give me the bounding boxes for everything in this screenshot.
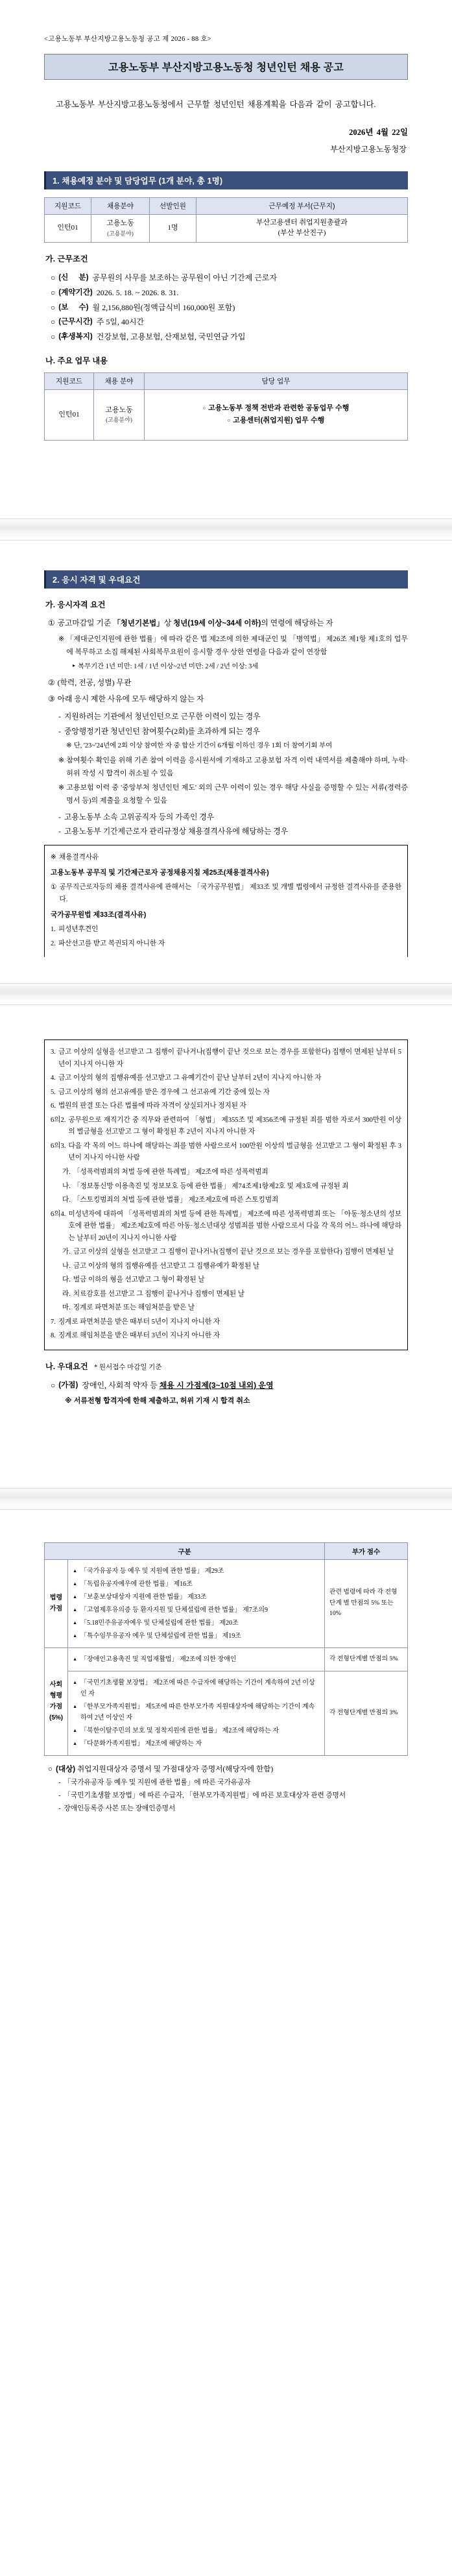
list-marker: 3. [51, 1049, 56, 1056]
disqualification-title [51, 852, 401, 864]
law-item-text: 미성년자에 대하여 「성폭력범죄의 처벌 등에 관한 특례법」 제2조에 따른 성폭력범죄 또는 「아동·청소년의 성보호에 관한 법률」 제2조제2호에 따른 아동·청소년대상 성범죄를 범한 사람으로서 다음 각 목의 어느 하나에 해당하는 날부터 20년이 지나지 아니한 사람 [68, 1210, 401, 1242]
qualification-2-text: (학력, 전공, 성별) 무관 [57, 677, 132, 687]
guideline-heading: 고용노동부 공무직 및 기간제근로자 공정채용지침 제25조(채용결격사유) [51, 869, 269, 877]
preference-note [65, 1395, 408, 1408]
law-item-text: 「독립유공자예우에 관한 법률」 제16조 [80, 1580, 193, 1588]
list-item [73, 1738, 320, 1749]
table-row [45, 390, 408, 441]
bullet-circle-icon: ○ [51, 317, 56, 327]
law-subitem [62, 1302, 401, 1315]
section-1-header: 1. 채용예정 분야 및 담당업무 (1개 분야, 총 1명) [44, 171, 408, 189]
th-duty-code: 지원코드 [45, 373, 94, 390]
submission-docs-text [56, 1762, 408, 1777]
condition-label: (보 수) [58, 302, 89, 311]
law-item [51, 1115, 401, 1139]
page-break [0, 518, 452, 541]
law-subitem-text: 「스토킹범죄의 처벌 등에 관한 법률」 제2조제2호에 따른 스토킹범죄 [73, 1197, 279, 1204]
work-conditions-heading: 가. 근무조건 [45, 254, 88, 264]
law-subitem [62, 1274, 401, 1287]
table-row [45, 1559, 408, 1647]
table-row [45, 215, 408, 243]
law-item [51, 1100, 401, 1113]
qualification-3-text: 아래 응시 제한 사유에 모두 해당하지 않는 자 [57, 694, 204, 704]
list-marker: 라. [62, 1290, 71, 1298]
restriction-note-text: 고용보험 이력 중 '중앙부처 청년인턴 제도' 외의 근무 이력이 있는 경우 해당 사실을 증명할 수 있는 서류(경력증명서 등)의 제출을 요청할 수 있음 [66, 784, 408, 805]
law-item-text: 「5.18민주유공자예우 및 단체설립에 관한 법률」 제20조 [80, 1619, 239, 1627]
restriction-item [58, 724, 408, 738]
th-duty-field: 채용 분야 [94, 373, 145, 390]
q1-pre: 공고마감일 기준 [57, 618, 113, 628]
cell-duty-list [145, 390, 408, 441]
cell-duty-field-sub: (고용분야) [106, 417, 132, 424]
disqualification-title-text: 채용결격사유 [58, 853, 99, 861]
dash-marker: - [58, 812, 61, 821]
restriction-note [58, 782, 408, 808]
list-item [73, 1579, 320, 1590]
page-3 [0, 1005, 452, 1487]
condition-label: (신 분) [58, 273, 89, 282]
q1-mid: 상 [163, 618, 174, 628]
duty-item: ○ 고용센터(취업지원) 업무 수행 [147, 416, 405, 426]
condition-item [51, 330, 408, 345]
restriction-note [66, 740, 408, 753]
law-item-text: 징계로 해임처분을 받은 때부터 3년이 지나지 아니한 자 [58, 1332, 220, 1340]
th-bonus-score: 부가 점수 [325, 1542, 408, 1559]
restriction-note [58, 755, 408, 781]
cell-law-items [68, 1559, 325, 1647]
guideline-clause-1 [51, 882, 401, 906]
dash-marker: - [58, 1779, 61, 1787]
qualification-item-3 [48, 692, 408, 707]
submission-docs-label: (대상) [56, 1764, 76, 1773]
law-item [51, 1087, 401, 1099]
list-marker: 다. [62, 1276, 71, 1284]
list-item [73, 1566, 320, 1577]
bullet-circle-icon: ○ [51, 1380, 56, 1390]
preference-heading-note: * 원서접수 마감일 기준 [94, 1363, 162, 1371]
restriction-text: 고용노동부 소속 고위공직자 등의 가족인 경우 [64, 812, 215, 821]
law-item-text: 「한부모가족지원법」 제5조에 따른 한부모가족 지원대상자에 해당하는 기간이 계속하여 2년 이상인 자 [80, 1703, 315, 1721]
preference-label: (가점) [58, 1380, 78, 1389]
law-subitem-text: 금고 이상의 형의 집행유예를 선고받고 그 집행유예가 확정된 날 [73, 1262, 260, 1270]
law-item-text: 다음 각 목의 어느 하나에 해당하는 죄를 범한 사람으로서 100만원 이상의 벌금형을 선고받고 그 형이 확정된 후 3년이 지나지 아니한 사람 [68, 1142, 401, 1162]
law-subitem-text: 치료감호를 선고받고 그 집행이 끝나거나 집행이 면제된 날 [73, 1290, 245, 1298]
th-duty-content: 담당 업무 [145, 373, 408, 390]
list-marker: 7. [51, 1318, 56, 1326]
duties-heading: 나. 주요 업무 내용 [45, 356, 108, 366]
cell-category-law: 법령 가점 [45, 1559, 68, 1647]
cell-field-main: 고용노동 [106, 219, 134, 228]
recruitment-field-table [44, 197, 408, 243]
triangle-bullet-icon: ▸ [73, 662, 76, 668]
cell-category-social: 사회 형평 가점 (5%) [45, 1647, 68, 1755]
table-header-row [45, 373, 408, 390]
cell-field [91, 215, 150, 243]
triangle-bullet-icon: ▲ [73, 1633, 78, 1638]
triangle-bullet-icon: ▲ [73, 1656, 78, 1662]
submission-docs-line [48, 1762, 408, 1777]
disqualification-box-continued [44, 1039, 408, 1350]
condition-item [51, 271, 408, 286]
submission-doc-text: 「국민기초생활 보장법」에 따른 수급자, 「한부모가족지원법」에 따른 보호대상자 관련 증명서 [64, 1792, 346, 1800]
preference-heading [45, 1361, 408, 1372]
law-subitem-text: 징계로 파면처분 또는 해임처분을 받은 날 [73, 1304, 195, 1312]
list-marker: 가. [62, 1248, 71, 1256]
law-subitem [62, 1289, 401, 1301]
list-marker: ① [48, 618, 55, 628]
intro-paragraph: 고용노동부 부산지방고용노동청에서 근무할 청년인턴 채용계획을 다음과 같이 공고합니다. [56, 100, 376, 109]
cell-score-social-2: 각 전형단계별 만점의 3% [325, 1671, 408, 1755]
cell-duty-field [94, 390, 145, 441]
submission-docs-desc: 취업지원대상자 증명서 및 가점대상자 증명서(해당자에 한함) [75, 1764, 274, 1773]
list-marker: 6의4. [51, 1210, 66, 1218]
submission-doc-text: 장애인등록증 사본 또는 장애인증명서 [64, 1805, 176, 1813]
th-field: 채용분야 [91, 198, 150, 215]
qualification-1-subnote-text: 복무기간 1년 미만: 1세 / 1년 이상~2년 미만: 2세 / 2년 이상: 3세 [78, 662, 259, 670]
law-subitem-text: 금고 이상의 실형을 선고받고 그 집행이 끝나거나(집행이 끝난 것으로 보는 경우를 포함한다) 집행이 면제된 날 [73, 1248, 394, 1256]
table-row [45, 1647, 408, 1671]
triangle-bullet-icon: ▲ [73, 1727, 78, 1733]
condition-label: (계약기간) [58, 287, 93, 297]
law-item [51, 924, 401, 936]
law-item [51, 1073, 401, 1085]
th-count: 선발인원 [150, 198, 196, 215]
dash-marker: - [58, 726, 61, 736]
law-subitem [62, 1261, 401, 1273]
restriction-item [58, 824, 408, 838]
bullet-circle-icon: ○ [51, 302, 56, 312]
preference-text-pre: 장애인, 사회적 약자 등 [82, 1380, 160, 1390]
list-marker: 나. [62, 1262, 71, 1270]
list-item [73, 1592, 320, 1603]
list-item [73, 1631, 320, 1642]
list-item [73, 1677, 320, 1699]
condition-item [51, 286, 408, 300]
reference-mark-icon: ※ [58, 635, 65, 644]
condition-label: (근무시간) [58, 317, 93, 326]
law-subitem [62, 1195, 401, 1207]
reference-mark-icon: ※ [65, 1396, 72, 1405]
restriction-item [58, 709, 408, 723]
page-break [0, 983, 452, 1005]
document-number: <고용노동부 부산지방고용노동청 공고 제 2026 - 88 호> [44, 36, 211, 43]
restriction-text: 중앙행정기관 청년인턴 참여횟수(2회)를 초과하게 되는 경우 [64, 726, 260, 736]
law-subitem [62, 1181, 401, 1193]
cell-field-sub: (고용분야) [107, 230, 134, 237]
qualification-item-2 [48, 676, 408, 690]
triangle-bullet-icon: ▲ [73, 1581, 78, 1586]
bullet-circle-icon: ○ [48, 1764, 53, 1773]
cell-count: 1명 [150, 215, 196, 243]
dash-marker: - [58, 827, 61, 836]
law-item-text: 「국가유공자 등 예우 및 지원에 관한 법률」 제29조 [80, 1567, 224, 1575]
page-title: 고용노동부 부산지방고용노동청 청년인턴 채용 공고 [44, 54, 408, 80]
bullet-circle-icon: ○ [51, 287, 56, 297]
law-item [51, 1141, 401, 1165]
law-item-text: 파산선고를 받고 복권되지 아니한 자 [58, 940, 165, 947]
bonus-points-table [44, 1542, 408, 1756]
th-dept: 근무예정 부서(근무지) [196, 198, 408, 215]
cell-dept-sub: (부산 부산진구) [278, 229, 326, 237]
law-item [51, 1047, 401, 1071]
qualification-1-note-text: 「제대군인지원에 관한 법률」에 따라 같은 법 제2조에 의한 제대군인 및 「병역법」 제26조 제1항 제1호의 업무에 복무하고 소집 해제된 사회복무요원이 응시할 경우 상한 연령을 다음과 같이 연장함 [66, 635, 408, 657]
condition-item [51, 300, 408, 315]
list-marker: 8. [51, 1332, 56, 1340]
submission-doc-item [58, 1803, 408, 1816]
list-item [73, 1701, 320, 1723]
list-item [73, 1725, 320, 1736]
law-subitem-text: 「성폭력범죄의 처벌 등에 관한 특례법」 제2조에 따른 성폭력범죄 [73, 1169, 268, 1176]
law-item [51, 1317, 401, 1329]
list-marker: 1. [51, 926, 56, 934]
qualification-heading: 가. 응시자격 요건 [45, 600, 106, 610]
law-heading: 국가공무원법 제33조(결격사유) [51, 911, 147, 919]
reference-mark-icon: ※ [66, 742, 72, 750]
law-item-text: 「북한이탈주민의 보호 및 정착지원에 관한 법률」 제2조에 해당하는 자 [80, 1727, 279, 1734]
law-item-text: 금고 이상의 형의 선고유예를 받은 경우에 그 선고유예 기간 중에 있는 자 [58, 1088, 270, 1096]
announcement-date: 2026년 4월 22일 [349, 128, 408, 138]
triangle-bullet-icon: ▲ [73, 1703, 78, 1709]
law-subitem [62, 1167, 401, 1179]
law-item-text: 금고 이상의 실형을 선고받고 그 집행이 끝나거나(집행이 끝난 것으로 보는 경우를 포함한다) 집행이 면제된 날부터 5년이 지나지 아니한 자 [58, 1049, 401, 1068]
restriction-note-text: 참여횟수 확인을 위해 기존 참여 이력을 응시원서에 기재하고 고용보험 자격 이력 내역서를 제출해야 하며, 누락·허위 작성 시 합격이 취소될 수 있음 [66, 756, 408, 777]
cell-social-items-2 [68, 1671, 325, 1755]
list-marker: 4. [51, 1075, 56, 1082]
law-item-text: 「고엽제후유의증 등 환자지원 및 단체설립에 관한 법률」 제7조의9 [80, 1606, 268, 1614]
preference-text [82, 1378, 273, 1393]
cell-social-items-1 [68, 1647, 325, 1671]
triangle-bullet-icon: ▲ [73, 1620, 78, 1625]
duties-table [44, 372, 408, 441]
submission-doc-text: 「국가유공자 등 예우 및 지원에 관한 법률」에 따른 국가유공자 [64, 1779, 251, 1787]
condition-item [51, 315, 408, 330]
cell-duty-code: 인턴01 [45, 390, 94, 441]
triangle-bullet-icon: ▲ [73, 1568, 78, 1574]
law-item-text: 「보훈보상대상자 지원에 관한 법률」 제33조 [80, 1593, 207, 1601]
condition-text: 건강보험, 고용보험, 산재보험, 국민연금 가입 [96, 332, 246, 342]
triangle-bullet-icon: ▲ [73, 1594, 78, 1599]
law-subitem [62, 1246, 401, 1259]
condition-text: 주 5일, 40시간 [96, 317, 145, 327]
dash-marker: - [58, 712, 61, 722]
list-marker: 다. [62, 1197, 71, 1204]
q1-law: 「청년기본법」 [113, 620, 164, 628]
list-marker: 6. [51, 1102, 56, 1110]
work-conditions-list [44, 271, 408, 345]
law-item [51, 1330, 401, 1343]
list-marker: ② [48, 677, 55, 687]
law-item-text: 금고 이상의 형의 집행유예를 선고받고 그 유예기간이 끝난 날부터 2년이 지나지 아니한 자 [58, 1075, 322, 1082]
th-code: 지원코드 [45, 198, 91, 215]
condition-label: (후생복지) [58, 332, 93, 341]
law-item-text: 「장애인고용촉진 및 직업재활법」 제2조에 의한 장애인 [80, 1655, 237, 1663]
reference-mark-icon: ※ [58, 784, 65, 792]
page-1 [0, 0, 452, 518]
bullet-circle-icon: ○ [51, 332, 56, 342]
condition-text: 2026. 5. 18. ~ 2026. 8. 31. [96, 287, 179, 297]
bullet-circle-icon: ○ [51, 273, 56, 283]
duty-item: ○ 고용노동부 정책 전반과 관련한 공동업무 수행 [147, 404, 405, 414]
condition-text: 월 2,156,880원(정액급식비 160,000원 포함) [92, 302, 235, 312]
dash-marker: - [58, 1805, 61, 1813]
triangle-bullet-icon: ▲ [73, 1740, 78, 1746]
cell-code: 인턴01 [45, 215, 91, 243]
restriction-item [58, 810, 408, 824]
law-item-text: 법원의 판결 또는 다른 법률에 따라 자격이 상실되거나 정지된 자 [58, 1102, 246, 1110]
submission-doc-item [58, 1790, 408, 1803]
page-2 [0, 541, 452, 983]
cell-score-law: 관련 법령에 따라 각 전형단계 별 만점의 5% 또는 10% [325, 1559, 408, 1647]
table-row [45, 1671, 408, 1755]
law-item-text: 징계로 파면처분을 받은 때부터 5년이 지나지 아니한 자 [58, 1318, 220, 1326]
preference-text-emphasis: 채용 시 가점제(3~10점 내외) 운영 [159, 1380, 274, 1390]
q1-post: 의 연령에 해당하는 자 [261, 618, 333, 628]
list-marker: ③ [48, 694, 55, 704]
restriction-note-text: 단, '23~'24년에 2회 이상 참여한 자 중 합산 기간이 6개월 이하인 경우 1회 더 참여기회 부여 [73, 742, 333, 750]
triangle-bullet-icon: ▲ [73, 1679, 78, 1685]
q1-age: 청년(19세 이상~34세 이하) [173, 620, 261, 628]
guideline-clause-1-text: 공무직근로자등의 채용 결격사유에 관해서는 「국가공무원법」 제33조 및 개별 법령에서 규정한 결격사유를 준용한다. [59, 884, 401, 903]
qualification-1-note [58, 633, 408, 659]
th-category: 구분 [45, 1542, 325, 1559]
list-marker: 5. [51, 1088, 56, 1096]
page-4 [0, 1510, 452, 1842]
submission-doc-item [58, 1777, 408, 1790]
law-item-text: 피성년후견인 [58, 926, 99, 934]
list-marker: 가. [62, 1169, 71, 1176]
restriction-text: 고용노동부 기간제근로자 관리규정상 채용결격사유에 해당하는 경우 [64, 827, 289, 836]
dash-marker: - [58, 1792, 61, 1800]
preference-heading-text: 나. 우대요건 [45, 1361, 88, 1371]
law-subitem-text: 벌금 이하의 형을 선고받고 그 형이 확정된 날 [73, 1276, 205, 1284]
qualification-1-text [58, 616, 408, 631]
list-marker: 6의2. [51, 1116, 66, 1124]
disqualification-box [44, 845, 408, 957]
law-item [51, 938, 401, 951]
cell-duty-field-main: 고용노동 [105, 406, 133, 414]
list-marker: 2. [51, 940, 56, 947]
law-subitem-text: 「정보통신망 이용촉진 및 정보보호 등에 관한 법률」 제74조제1항제2호 및 제3호에 규정된 죄 [73, 1182, 349, 1190]
cell-dept-main: 부산고용센터 취업지원총괄과 [256, 219, 348, 227]
list-marker: ① [51, 884, 57, 892]
page-break [0, 1488, 452, 1510]
qualification-1-subnote [73, 661, 408, 674]
list-marker: 나. [62, 1182, 71, 1190]
table-header-row [45, 198, 408, 215]
reference-mark-icon: ※ [51, 853, 56, 861]
law-item [51, 1209, 401, 1245]
section-2-header: 2. 응시 자격 및 우대요건 [44, 570, 408, 589]
law-item-text: 「특수임무유공자 예우 및 단체설립에 관한 법률」 제19조 [80, 1632, 241, 1640]
law-item-text: 「국민기초생활 보장법」 제2조에 따른 수급자에 해당하는 기간이 계속하여 2년 이상인 자 [80, 1679, 315, 1697]
cell-dept [196, 215, 408, 243]
cell-score-social-1: 각 전형단계별 만점의 5% [325, 1647, 408, 1671]
list-item [73, 1654, 320, 1665]
list-item [73, 1618, 320, 1629]
law-item-text: 공무원으로 재직기간 중 직무와 관련하여 「형법」 제355조 및 제356조에 규정된 죄를 범한 자로서 300만원 이상의 벌금형을 선고받고 그 형이 확정된 후 2년이 지나지 아니한 자 [68, 1116, 401, 1136]
announcing-organization: 부산지방고용노동청장 [330, 145, 407, 154]
restriction-text: 지원하려는 기관에서 청년인턴으로 근무한 이력이 있는 경우 [64, 712, 261, 722]
law-item-text: 「다문화가족지원법」 제2조에 해당하는 자 [80, 1740, 202, 1747]
preference-item [51, 1378, 408, 1393]
condition-text: 공무원의 사무를 보조하는 공무원이 아닌 기간제 근로자 [92, 273, 278, 283]
qualification-item-1 [48, 616, 408, 631]
reference-mark-icon: ※ [58, 756, 65, 764]
triangle-bullet-icon: ▲ [73, 1607, 78, 1612]
preference-note-text: 서류전형 합격자에 한해 제출하고, 허위 기재 시 합격 취소 [73, 1396, 250, 1405]
table-header-row [45, 1542, 408, 1559]
list-marker: 마. [62, 1304, 71, 1312]
list-marker: 6의3. [51, 1142, 66, 1150]
list-item [73, 1605, 320, 1616]
